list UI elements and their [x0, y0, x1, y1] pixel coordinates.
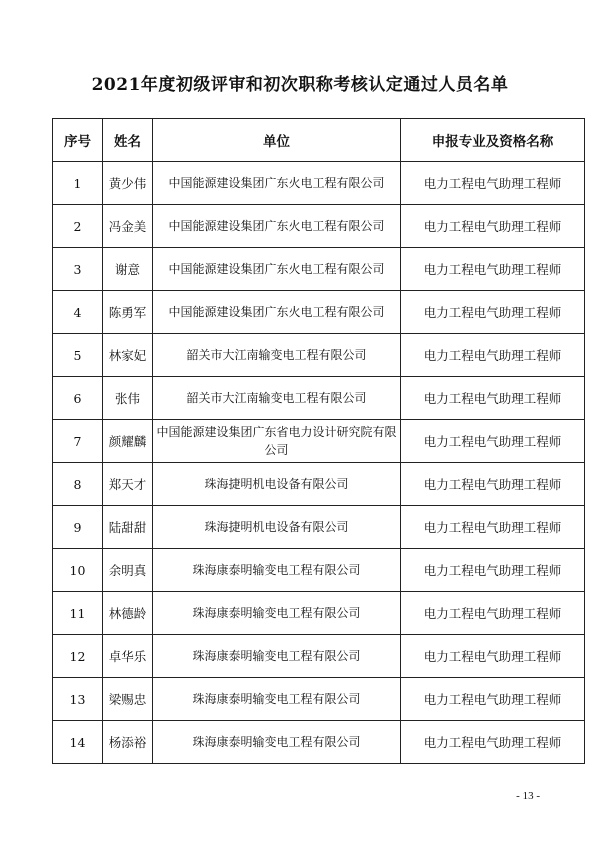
table-row	[53, 635, 585, 678]
cell-unit: 中国能源建设集团广东火电工程有限公司	[153, 248, 401, 291]
cell-name: 梁赐忠	[103, 678, 153, 721]
cell-no: 14	[53, 721, 103, 764]
cell-unit: 珠海康泰明输变电工程有限公司	[153, 635, 401, 678]
cell-qualification: 电力工程电气助理工程师	[401, 592, 585, 635]
personnel-table	[52, 118, 585, 764]
cell-unit: 韶关市大江南输变电工程有限公司	[153, 377, 401, 420]
cell-name: 林德龄	[103, 592, 153, 635]
cell-unit: 珠海康泰明输变电工程有限公司	[153, 721, 401, 764]
page-title: 2021年度初级评审和初次职称考核认定通过人员名单	[91, 75, 509, 95]
cell-name: 陆甜甜	[103, 506, 153, 549]
cell-qualification: 电力工程电气助理工程师	[401, 377, 585, 420]
cell-name: 郑天才	[103, 463, 153, 506]
table-row	[53, 334, 585, 377]
table-row	[53, 291, 585, 334]
page-number: - 13 -	[516, 790, 540, 802]
cell-no: 7	[53, 420, 103, 463]
cell-no: 4	[53, 291, 103, 334]
header-qualification: 申报专业及资格名称	[401, 119, 585, 162]
cell-qualification: 电力工程电气助理工程师	[401, 420, 585, 463]
cell-no: 11	[53, 592, 103, 635]
cell-qualification: 电力工程电气助理工程师	[401, 162, 585, 205]
table-row	[53, 463, 585, 506]
cell-unit: 韶关市大江南输变电工程有限公司	[153, 334, 401, 377]
table-row	[53, 377, 585, 420]
cell-name: 陈勇军	[103, 291, 153, 334]
cell-qualification: 电力工程电气助理工程师	[401, 721, 585, 764]
table-row	[53, 506, 585, 549]
cell-name: 余明真	[103, 549, 153, 592]
cell-no: 9	[53, 506, 103, 549]
cell-qualification: 电力工程电气助理工程师	[401, 678, 585, 721]
cell-qualification: 电力工程电气助理工程师	[401, 463, 585, 506]
cell-name: 杨添裕	[103, 721, 153, 764]
cell-name: 颜耀麟	[103, 420, 153, 463]
cell-no: 10	[53, 549, 103, 592]
cell-name: 黄少伟	[103, 162, 153, 205]
cell-unit: 中国能源建设集团广东火电工程有限公司	[153, 291, 401, 334]
cell-unit: 珠海康泰明输变电工程有限公司	[153, 549, 401, 592]
cell-name: 谢意	[103, 248, 153, 291]
cell-unit: 珠海捷明机电设备有限公司	[153, 463, 401, 506]
cell-no: 5	[53, 334, 103, 377]
cell-qualification: 电力工程电气助理工程师	[401, 205, 585, 248]
cell-no: 8	[53, 463, 103, 506]
header-unit: 单位	[153, 119, 401, 162]
header-name: 姓名	[103, 119, 153, 162]
cell-qualification: 电力工程电气助理工程师	[401, 248, 585, 291]
cell-unit: 珠海康泰明输变电工程有限公司	[153, 592, 401, 635]
table-row	[53, 205, 585, 248]
table-row	[53, 678, 585, 721]
cell-unit: 珠海捷明机电设备有限公司	[153, 506, 401, 549]
table-row	[53, 549, 585, 592]
cell-name: 冯金美	[103, 205, 153, 248]
cell-qualification: 电力工程电气助理工程师	[401, 635, 585, 678]
table-body	[53, 162, 585, 764]
cell-no: 6	[53, 377, 103, 420]
cell-unit: 中国能源建设集团广东省电力设计研究院有限公司	[153, 420, 401, 463]
cell-qualification: 电力工程电气助理工程师	[401, 334, 585, 377]
cell-no: 3	[53, 248, 103, 291]
table-row	[53, 248, 585, 291]
table-row	[53, 420, 585, 463]
table-row	[53, 162, 585, 205]
cell-no: 2	[53, 205, 103, 248]
cell-no: 1	[53, 162, 103, 205]
table-header-row	[53, 119, 585, 162]
cell-no: 12	[53, 635, 103, 678]
table-row	[53, 721, 585, 764]
cell-unit: 中国能源建设集团广东火电工程有限公司	[153, 162, 401, 205]
cell-name: 林家妃	[103, 334, 153, 377]
cell-unit: 珠海康泰明输变电工程有限公司	[153, 678, 401, 721]
cell-qualification: 电力工程电气助理工程师	[401, 506, 585, 549]
cell-no: 13	[53, 678, 103, 721]
cell-unit: 中国能源建设集团广东火电工程有限公司	[153, 205, 401, 248]
header-no: 序号	[53, 119, 103, 162]
cell-qualification: 电力工程电气助理工程师	[401, 291, 585, 334]
cell-qualification: 电力工程电气助理工程师	[401, 549, 585, 592]
cell-name: 卓华乐	[103, 635, 153, 678]
table-row	[53, 592, 585, 635]
cell-name: 张伟	[103, 377, 153, 420]
